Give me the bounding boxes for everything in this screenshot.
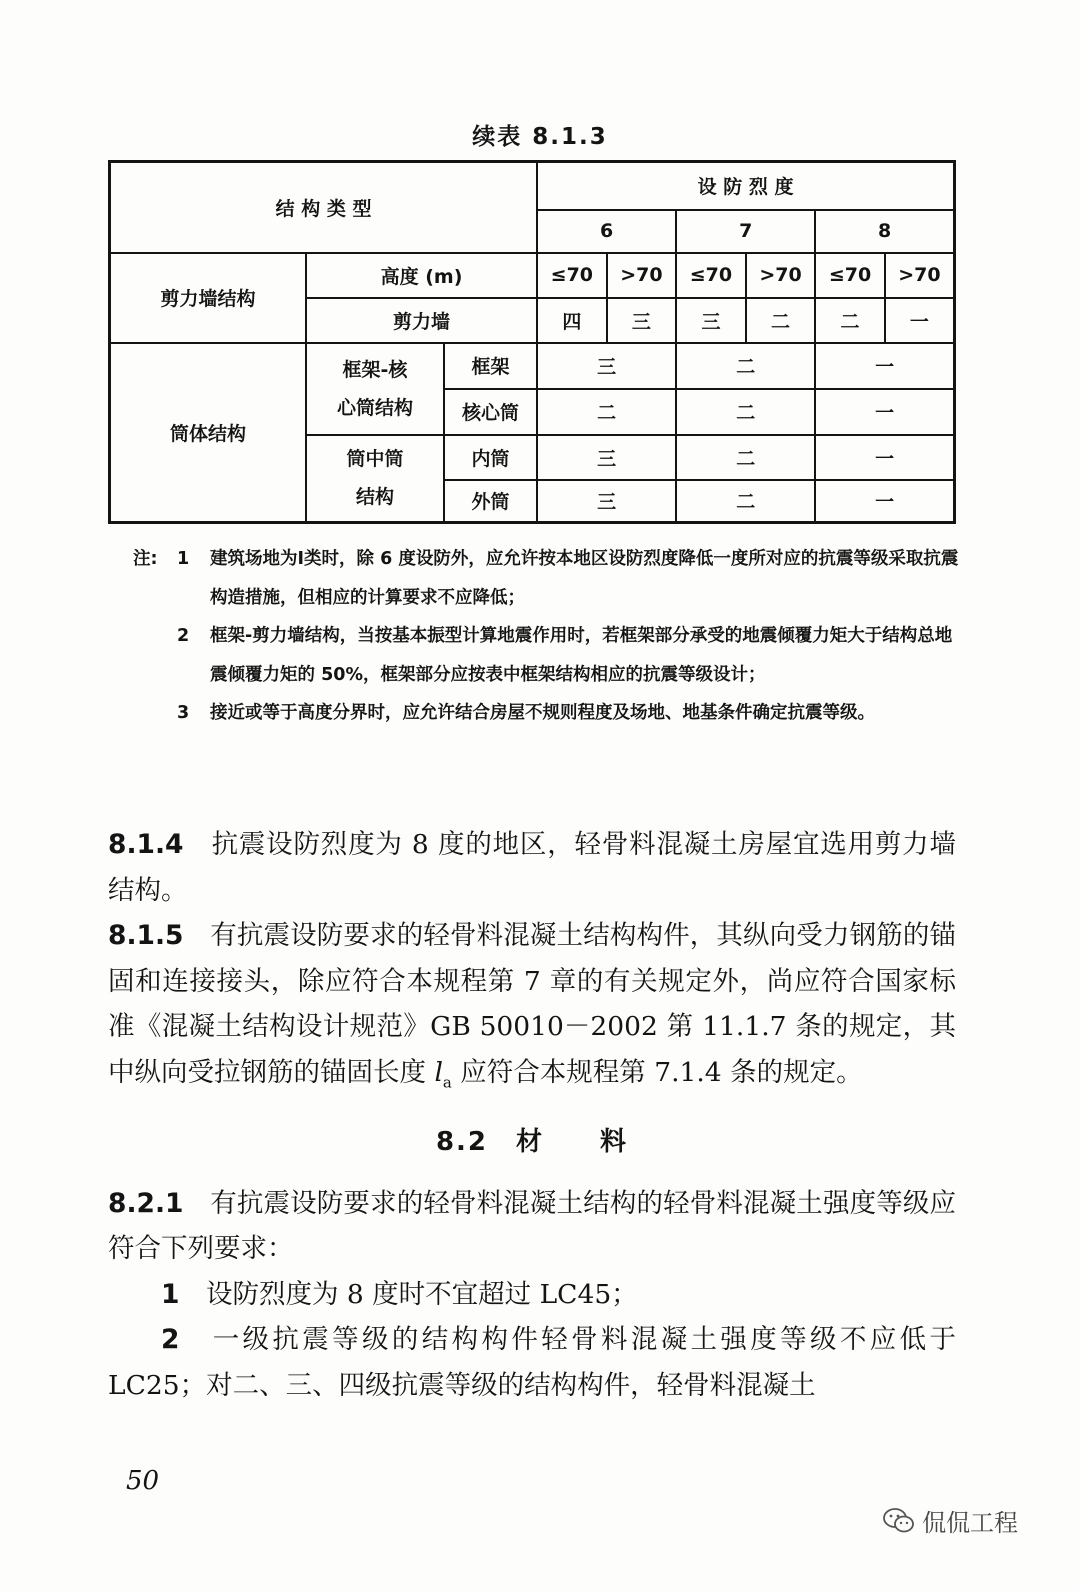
body-text xyxy=(108,822,956,1408)
header-intensity: 设 防 烈 度 xyxy=(537,162,954,210)
grade-cell: 二 xyxy=(537,389,676,435)
clause-number: 8.2.1 xyxy=(108,1187,184,1219)
clause-number: 8.1.5 xyxy=(108,920,184,951)
grade-cell: 二 xyxy=(676,389,815,435)
height-label: 高度 (m) xyxy=(306,253,537,298)
header-degree-8: 8 xyxy=(815,210,954,253)
tube-structure-label: 筒体结构 xyxy=(110,343,306,523)
part-label: 外筒 xyxy=(444,480,537,523)
frame-core-label xyxy=(306,343,444,435)
section-heading: 8.2 材 料 xyxy=(435,1127,629,1158)
tube-in-tube-label-line1: 筒中筒 xyxy=(346,448,404,471)
note-text: 框架-剪力墙结构，当按基本振型计算地震作用时，若框架部分承受的地震倾覆力矩大于结构总地震倾覆力矩的 50%，框架部分应按表中框架结构相应的抗震等级设计； xyxy=(210,626,953,685)
shear-wall-label: 剪力墙 xyxy=(306,298,537,343)
note-item xyxy=(133,694,963,733)
height-cell: >70 xyxy=(885,253,955,298)
grade-cell: 二 xyxy=(676,343,815,389)
grade-cell: 一 xyxy=(815,435,954,480)
grade-cell: 三 xyxy=(607,298,677,343)
grade-cell: 二 xyxy=(676,480,815,523)
clause-8-2-1 xyxy=(108,1181,956,1272)
seismic-grade-table xyxy=(108,160,956,524)
clause-8-1-5 xyxy=(108,913,956,1105)
header-degree-7: 7 xyxy=(676,210,815,253)
grade-cell: 一 xyxy=(815,389,954,435)
height-cell: >70 xyxy=(746,253,816,298)
grade-cell: 一 xyxy=(885,298,955,343)
wechat-icon xyxy=(882,1507,916,1535)
item-number: 2 xyxy=(161,1324,180,1356)
grade-cell: 三 xyxy=(537,435,676,480)
grade-cell: 一 xyxy=(815,480,954,523)
clause-8-1-4 xyxy=(108,822,956,913)
frame-core-label-line1: 框架-核 xyxy=(342,358,408,381)
note-number: 2 xyxy=(177,626,190,646)
shear-wall-structure-label: 剪力墙结构 xyxy=(110,253,306,343)
height-cell: >70 xyxy=(607,253,677,298)
grade-cell: 三 xyxy=(537,480,676,523)
note-text: 接近或等于高度分界时，应允许结合房屋不规则程度及场地、地基条件确定抗震等级。 xyxy=(210,703,875,723)
anchorage-length-subscript: a xyxy=(442,1072,452,1091)
watermark-text: 侃侃工程 xyxy=(922,1509,1018,1537)
item-number: 1 xyxy=(161,1278,180,1310)
grade-cell: 三 xyxy=(537,343,676,389)
part-label: 内筒 xyxy=(444,435,537,480)
notes-label: 注: xyxy=(133,549,158,569)
header-degree-6: 6 xyxy=(537,210,676,253)
header-structure-type: 结 构 类 型 xyxy=(110,162,538,253)
clause-text: 应符合本规程第 7.1.4 条的规定。 xyxy=(451,1056,863,1088)
grade-cell: 一 xyxy=(815,343,954,389)
grade-cell: 二 xyxy=(746,298,816,343)
page-number: 50 xyxy=(126,1466,160,1496)
clause-text: 有抗震设防要求的轻骨料混凝土结构构件，其纵向受力钢筋的锚固和连接接头，除应符合本规程第 7 章的有关规定外，尚应符合国家标准《混凝土结构设计规范》GB 50010－2002 第 11.1.7 条的规定，其中纵向受拉钢筋的锚固长度 xyxy=(108,920,957,1088)
clause-number: 8.1.4 xyxy=(108,829,184,860)
grade-cell: 二 xyxy=(676,435,815,480)
note-number: 1 xyxy=(177,549,190,569)
note-item xyxy=(133,540,963,617)
watermark xyxy=(882,1503,1018,1538)
table-notes xyxy=(133,540,963,733)
list-item xyxy=(108,1317,956,1408)
tube-in-tube-label-line2: 结构 xyxy=(355,486,394,509)
anchorage-length-symbol: l xyxy=(434,1056,443,1088)
grade-cell: 四 xyxy=(537,298,607,343)
part-label: 框架 xyxy=(444,343,537,389)
clause-text: 有抗震设防要求的轻骨料混凝土结构的轻骨料混凝土强度等级应符合下列要求： xyxy=(108,1187,957,1265)
item-text: 一级抗震等级的结构构件轻骨料混凝土强度等级不应低于 LC25；对二、三、四级抗震等级的结构构件，轻骨料混凝土 xyxy=(108,1324,956,1401)
list-item xyxy=(108,1272,956,1318)
clause-text: 抗震设防烈度为 8 度的地区，轻骨料混凝土房屋宜选用剪力墙结构。 xyxy=(108,829,956,906)
frame-core-label-line2: 心筒结构 xyxy=(336,396,413,419)
height-cell: ≤70 xyxy=(537,253,607,298)
height-cell: ≤70 xyxy=(676,253,746,298)
table-caption: 续表 8.1.3 xyxy=(472,124,608,150)
note-number: 3 xyxy=(177,703,190,723)
note-item xyxy=(133,617,963,694)
grade-cell: 三 xyxy=(676,298,746,343)
grade-cell: 二 xyxy=(815,298,885,343)
height-cell: ≤70 xyxy=(815,253,885,298)
tube-in-tube-label xyxy=(306,435,444,523)
part-label: 核心筒 xyxy=(444,389,537,435)
note-text: 建筑场地为Ⅰ类时，除 6 度设防外，应允许按本地区设防烈度降低一度所对应的抗震等级采取抗震构造措施，但相应的计算要求不应降低； xyxy=(210,549,959,608)
item-text: 设防烈度为 8 度时不宜超过 LC45； xyxy=(205,1278,638,1310)
